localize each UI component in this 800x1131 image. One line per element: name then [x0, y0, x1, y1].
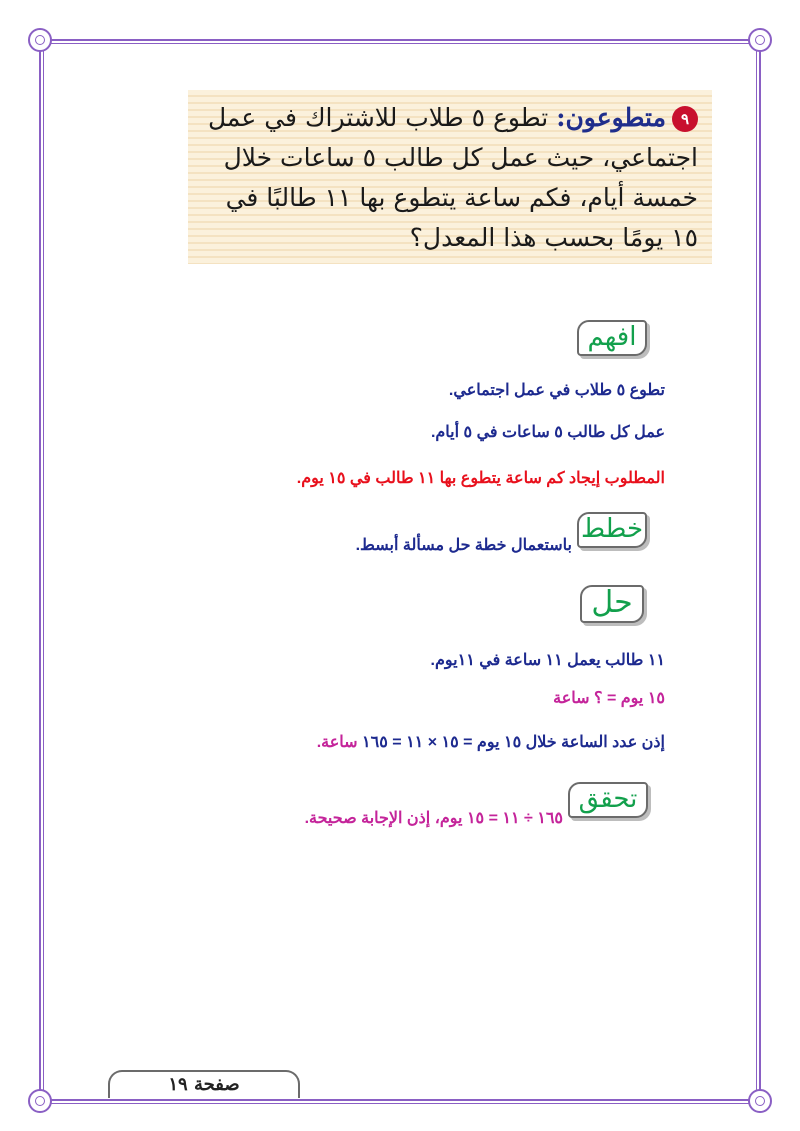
- plan-text: باستعمال خطة حل مسألة أبسط.: [355, 537, 572, 554]
- problem-line-3: خمسة أيام، فكم ساعة يتطوع بها ١١ طالبًا في: [225, 183, 698, 212]
- problem-box: [188, 90, 712, 264]
- corner-ornament-bottom-left: [28, 1089, 52, 1113]
- step-understand-label: افهم: [577, 320, 647, 356]
- solve-line-3-main: إذن عدد الساعة خلال ١٥ يوم = ١٥ × ١١ = ١٦٥: [362, 734, 665, 751]
- frame-top-line-inner: [46, 43, 754, 44]
- frame-top-line: [46, 39, 754, 41]
- corner-ornament-top-right: [748, 28, 772, 52]
- step-plan-label: خطط: [577, 512, 647, 548]
- step-check-label: تحقق: [568, 782, 648, 818]
- corner-ornament-bottom-right: [748, 1089, 772, 1113]
- frame-right-line: [759, 46, 761, 1094]
- problem-title: متطوعون:: [556, 103, 666, 132]
- problem-line-4: ١٥ يومًا بحسب هذا المعدل؟: [409, 223, 698, 252]
- solve-line-2: ١٥ يوم = ؟ ساعة: [553, 690, 665, 707]
- frame-right-line-inner: [756, 46, 757, 1094]
- step-solve-label: حل: [580, 585, 644, 623]
- problem-number-badge: ٩: [672, 106, 698, 132]
- frame-left-line-inner: [43, 46, 44, 1094]
- solve-line-3-unit: ساعة.: [316, 734, 358, 751]
- page-number-label: صفحة ١٩: [108, 1070, 300, 1098]
- problem-line-2: اجتماعي، حيث عمل كل طالب ٥ ساعات خلال: [223, 143, 698, 172]
- problem-line-1: [202, 98, 698, 138]
- corner-ornament-top-left: [28, 28, 52, 52]
- problem-text-1: تطوع ٥ طلاب للاشتراك في عمل: [207, 103, 549, 132]
- frame-left-line: [39, 46, 41, 1094]
- solve-line-3: [317, 732, 665, 752]
- understand-line-2: عمل كل طالب ٥ ساعات في ٥ أيام.: [430, 424, 665, 441]
- check-text: ١٦٥ ÷ ١١ = ١٥ يوم، إذن الإجابة صحيحة.: [304, 810, 563, 827]
- frame-bottom-line-inner: [46, 1103, 754, 1104]
- understand-line-3: المطلوب إيجاد كم ساعة يتطوع بها ١١ طالب في ١٥ يوم.: [296, 470, 665, 487]
- solve-line-1: ١١ طالب يعمل ١١ ساعة في ١١يوم.: [430, 652, 665, 669]
- frame-bottom-line: [46, 1099, 754, 1101]
- understand-line-1: تطوع ٥ طلاب في عمل اجتماعي.: [448, 382, 665, 399]
